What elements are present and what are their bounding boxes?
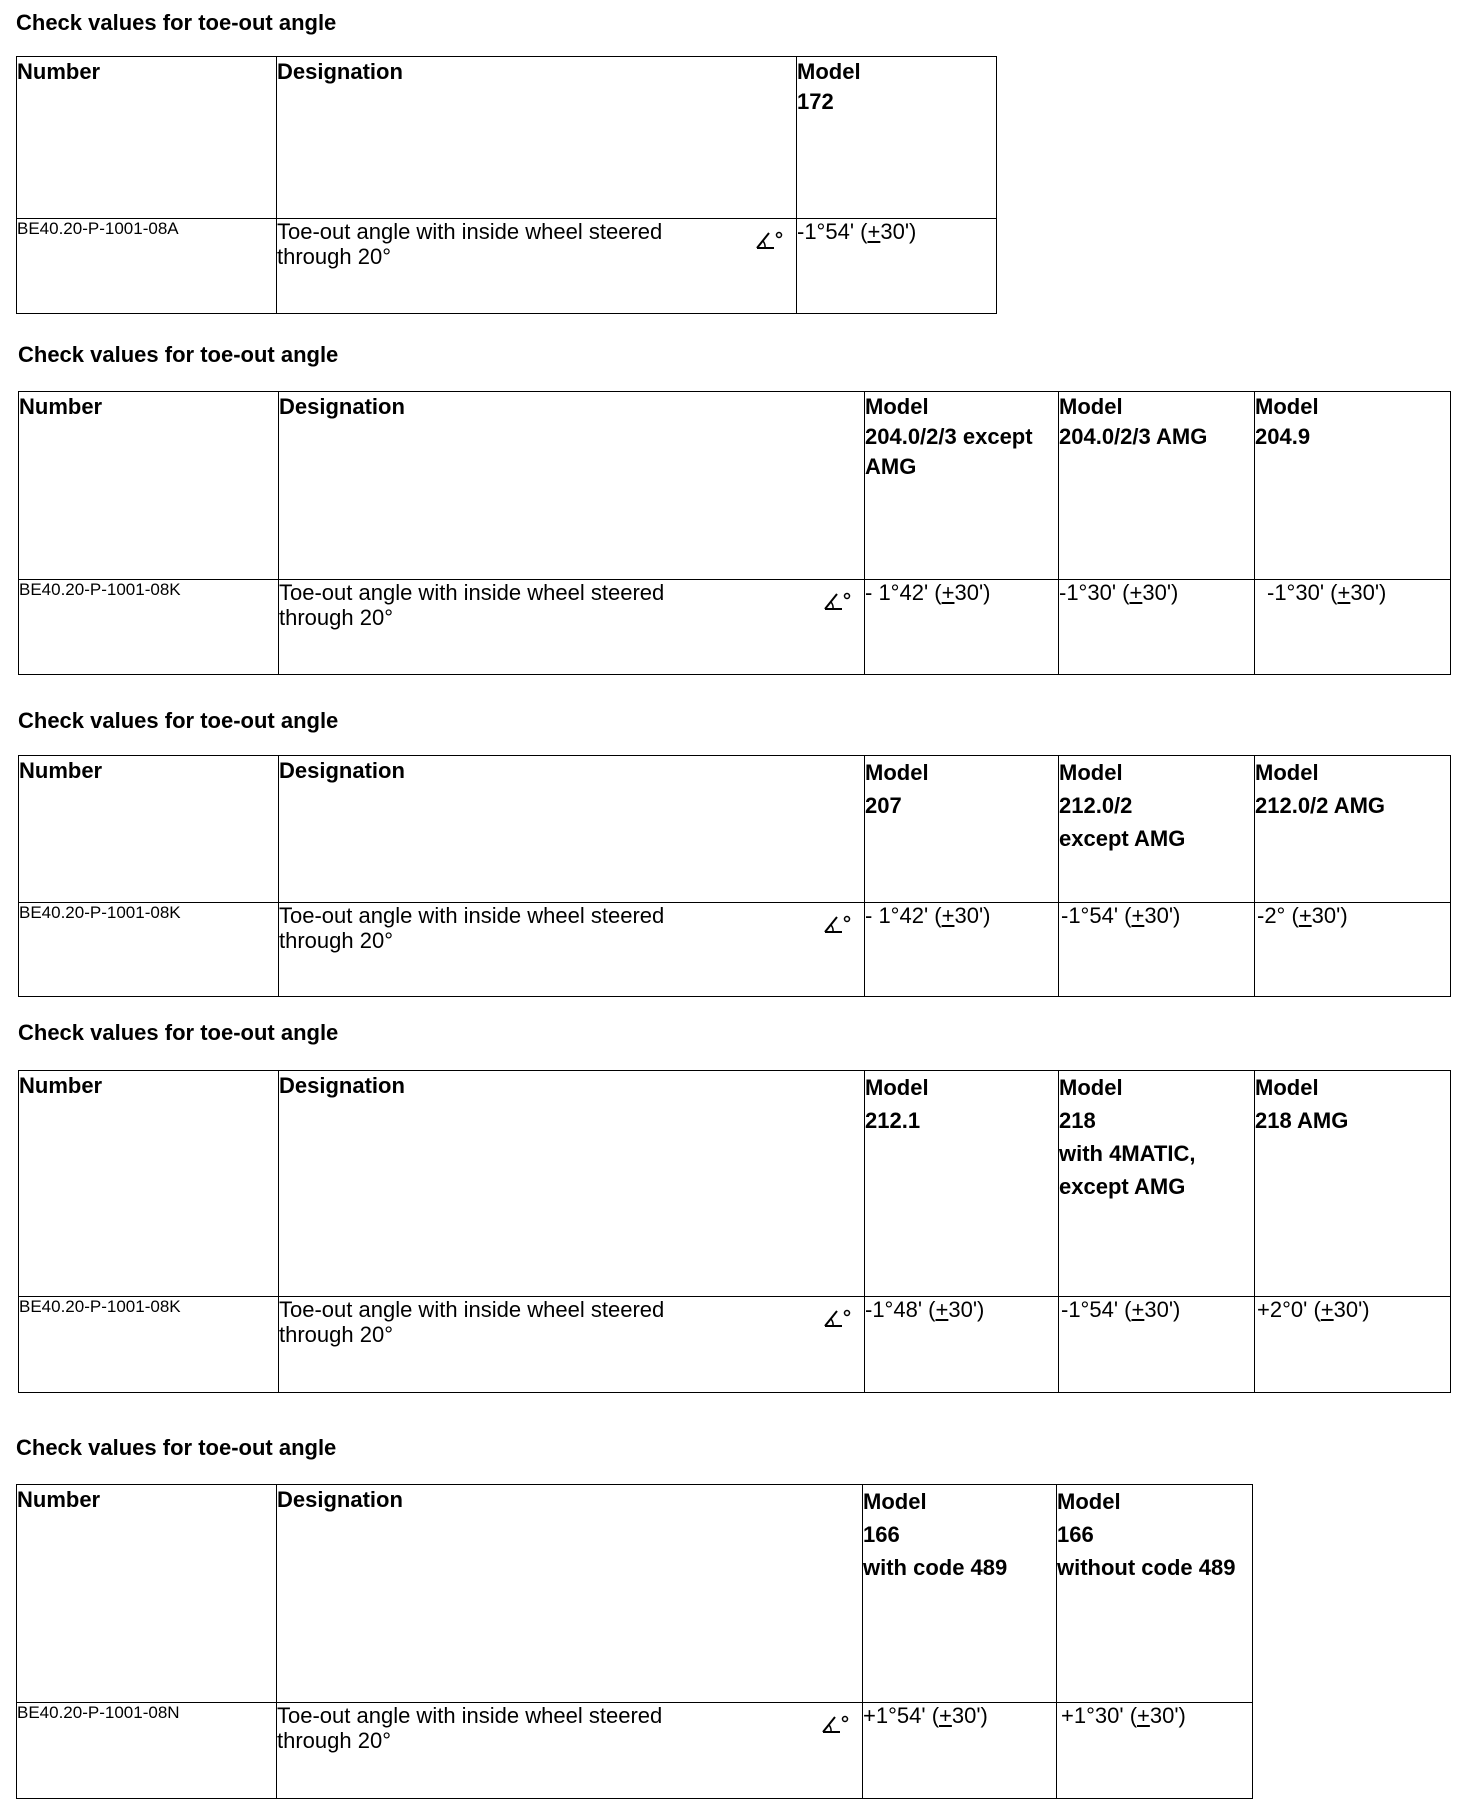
- model-name: 218 AMG: [1255, 1108, 1349, 1133]
- check-value: +2°0' (+30'): [1255, 1297, 1451, 1393]
- model-name: 212.1: [865, 1108, 921, 1133]
- angle-degree-icon: [754, 229, 784, 251]
- part-number: BE40.20-P-1001-08K: [19, 580, 279, 675]
- check-values-table: [16, 56, 997, 314]
- header-designation: Designation: [279, 756, 865, 903]
- check-values-table: [18, 391, 1451, 675]
- header-number: Number: [17, 57, 277, 219]
- header-model: Model 204.0/2/3 except AMG: [865, 392, 1059, 580]
- designation-cell: Toe-out angle with inside wheel steered through 20°: [277, 1703, 863, 1799]
- model-name: 172: [797, 89, 834, 114]
- check-value: +1°30' (+30'): [1057, 1703, 1253, 1799]
- header-model: [797, 57, 997, 219]
- check-value: - 1°42' (+30'): [865, 903, 1059, 997]
- designation-cell: Toe-out angle with inside wheel steered through 20°: [279, 903, 865, 997]
- header-designation: Designation: [279, 392, 865, 580]
- header-model: Model 166 without code 489: [1057, 1485, 1253, 1703]
- part-number: BE40.20-P-1001-08N: [17, 1703, 277, 1799]
- model-name: 207: [865, 793, 902, 818]
- header-model: Model 212.0/2 AMG: [1255, 756, 1451, 903]
- model-name: 204.9: [1255, 424, 1311, 449]
- model-name: 212.0/2 AMG: [1255, 793, 1386, 818]
- check-value: -1°54' (+30'): [1059, 1297, 1255, 1393]
- header-number: Number: [19, 756, 279, 903]
- angle-degree-icon: [822, 590, 852, 612]
- check-value: - 1°42' (+30'): [865, 580, 1059, 675]
- model-label: Model: [797, 59, 861, 84]
- model-name: 204.0/2/3 AMG: [1059, 424, 1208, 449]
- model-name: with 4MATIC,: [1059, 1141, 1196, 1166]
- section-heading: Check values for toe-out angle: [16, 10, 337, 35]
- header-designation: Designation: [279, 1071, 865, 1297]
- model-name: with code 489: [863, 1555, 1008, 1580]
- section-heading: Check values for toe-out angle: [16, 1435, 337, 1460]
- angle-degree-icon: [822, 1307, 852, 1329]
- header-designation: Designation: [277, 1485, 863, 1703]
- part-number: BE40.20-P-1001-08K: [19, 903, 279, 997]
- model-name: 212.0/2: [1059, 793, 1133, 818]
- header-number: Number: [17, 1485, 277, 1703]
- check-value: -1°30' (+30'): [1059, 580, 1255, 675]
- check-value: -1°54' (+30'): [1059, 903, 1255, 997]
- section-heading: Check values for toe-out angle: [18, 708, 339, 733]
- section-heading: Check values for toe-out angle: [18, 342, 339, 367]
- model-name: except AMG: [1059, 1174, 1186, 1199]
- check-value: +1°54' (+30'): [863, 1703, 1057, 1799]
- model-name: except AMG: [1059, 826, 1186, 851]
- header-number: Number: [19, 1071, 279, 1297]
- check-values-table: [18, 755, 1451, 997]
- header-model: Model 218 with 4MATIC, except AMG: [1059, 1071, 1255, 1297]
- angle-degree-icon: [820, 1713, 850, 1735]
- check-values-table: [18, 1070, 1451, 1393]
- model-name: 166: [863, 1522, 900, 1547]
- designation-cell: Toe-out angle with inside wheel steered through 20°: [279, 1297, 865, 1393]
- header-number: Number: [19, 392, 279, 580]
- check-value: -1°54' (+30'): [797, 219, 997, 314]
- model-name: without code 489: [1057, 1555, 1236, 1580]
- part-number: BE40.20-P-1001-08A: [17, 219, 277, 314]
- angle-degree-icon: [822, 913, 852, 935]
- section-heading: Check values for toe-out angle: [18, 1020, 339, 1045]
- designation-cell: Toe-out angle with inside wheel steered through 20°: [279, 580, 865, 675]
- header-model: Model 212.1: [865, 1071, 1059, 1297]
- designation-cell: Toe-out angle with inside wheel steered through 20°: [277, 219, 797, 314]
- check-value: -2° (+30'): [1255, 903, 1451, 997]
- header-model: Model 204.9: [1255, 392, 1451, 580]
- model-name: 218: [1059, 1108, 1096, 1133]
- header-model: Model 207: [865, 756, 1059, 903]
- model-name: 166: [1057, 1522, 1094, 1547]
- check-values-table: [16, 1484, 1253, 1799]
- check-value: -1°30' (+30'): [1255, 580, 1451, 675]
- header-model: Model 212.0/2 except AMG: [1059, 756, 1255, 903]
- header-model: Model 218 AMG: [1255, 1071, 1451, 1297]
- check-value: -1°48' (+30'): [865, 1297, 1059, 1393]
- model-name: 204.0/2/3 except AMG: [865, 424, 1033, 479]
- part-number: BE40.20-P-1001-08K: [19, 1297, 279, 1393]
- header-designation: Designation: [277, 57, 797, 219]
- header-model: Model 166 with code 489: [863, 1485, 1057, 1703]
- header-model: Model 204.0/2/3 AMG: [1059, 392, 1255, 580]
